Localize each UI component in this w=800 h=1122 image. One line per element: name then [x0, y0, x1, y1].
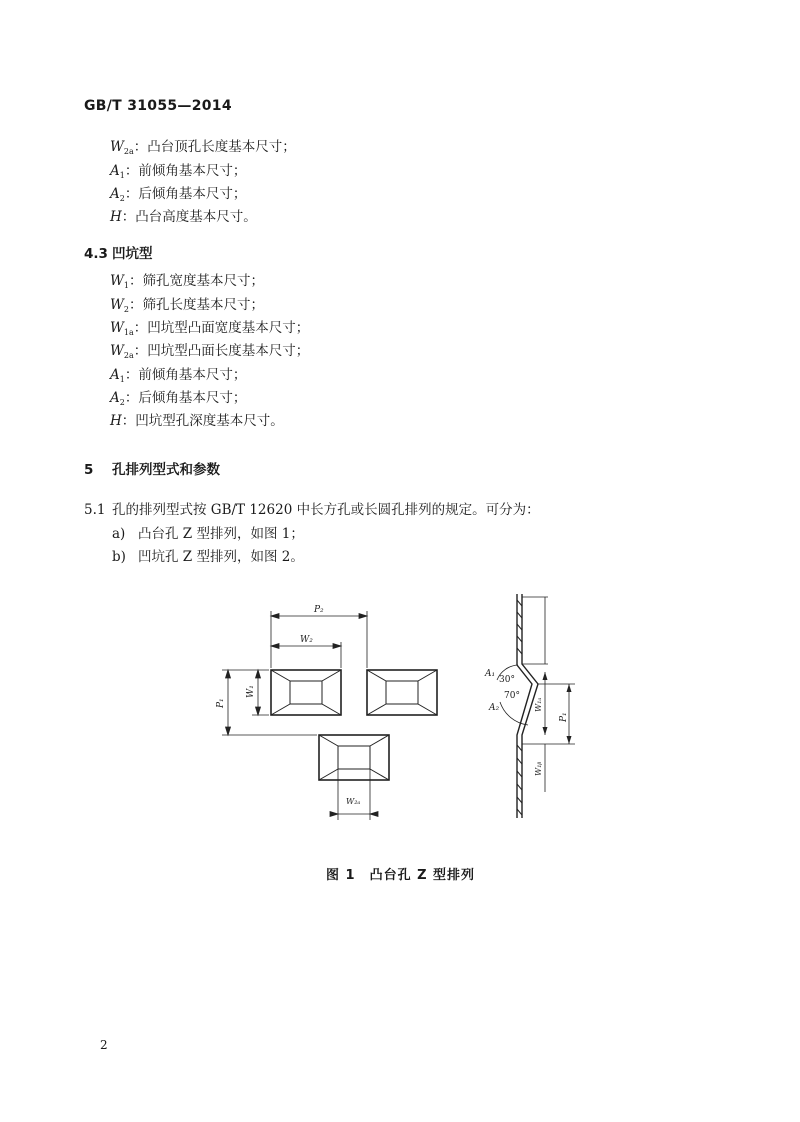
symbol-subscript: 2a	[123, 147, 134, 156]
p2-dimension	[271, 611, 367, 668]
page-number: 2	[100, 1038, 108, 1052]
label-w2: W₂	[300, 635, 313, 645]
label-w1b: W₁ᵦ	[534, 761, 543, 776]
symbol: H	[110, 413, 122, 429]
p1-dimension	[222, 670, 317, 735]
symbol: W	[110, 320, 124, 336]
definition-text: ：后倾角基本尺寸；	[124, 390, 247, 406]
definition-text: ：后倾角基本尺寸；	[124, 186, 247, 202]
definition-text: ：前倾角基本尺寸；	[124, 367, 247, 383]
label-p2: P₂	[314, 605, 324, 615]
boss-hole-top-left	[271, 670, 341, 715]
symbol: W	[110, 273, 124, 289]
symbol-subscript: 1	[119, 171, 125, 180]
definition-text: ：筛孔长度基本尺寸；	[128, 297, 264, 313]
figure-caption: 图 1 凸台孔 Z 型排列	[326, 868, 476, 883]
symbol: H	[110, 209, 122, 225]
section-number: 4.3	[84, 246, 108, 262]
section-title: 凹坑型	[112, 246, 153, 262]
section-number: 5.1	[84, 502, 106, 518]
section-number: 5	[84, 462, 94, 478]
definition-text: ：筛孔宽度基本尺寸；	[128, 273, 264, 289]
symbol-subscript: 2	[123, 305, 129, 314]
boss-hole-bottom	[319, 735, 389, 780]
definition-text: ：凸台顶孔长度基本尺寸；	[133, 139, 296, 155]
symbol: W	[110, 139, 124, 155]
definition-text: ：凹坑型凸面宽度基本尺寸；	[133, 320, 310, 336]
label-angle-30: 30°	[499, 675, 515, 685]
standard-number-header: GB/T 31055—2014	[84, 98, 232, 114]
w2a-dimension	[330, 769, 378, 820]
definition-text: ：凸台高度基本尺寸。	[121, 209, 257, 225]
symbol: W	[110, 297, 124, 313]
symbol-subscript: 2	[119, 398, 125, 407]
label-w1a: W₁ₐ	[534, 697, 543, 712]
list-marker: a)	[112, 526, 126, 542]
list-item-text: 凸台孔 Z 型排列，如图 1；	[138, 526, 304, 542]
symbol-subscript: 2a	[123, 351, 134, 360]
label-w2a: W₂ₐ	[346, 797, 361, 806]
w2-dimension	[271, 642, 341, 668]
symbol-subscript: 1	[119, 375, 125, 384]
paragraph-text: 孔的排列型式按 GB/T 12620 中长方孔或长圆孔排列的规定。可分为：	[112, 502, 540, 518]
symbol: A	[110, 186, 120, 202]
list-marker: b)	[112, 549, 126, 565]
definition-text: ：凹坑型孔深度基本尺寸。	[121, 413, 284, 429]
symbol: A	[110, 390, 120, 406]
symbol-subscript: 2	[119, 194, 125, 203]
section-title: 孔排列型式和参数	[112, 462, 220, 478]
definition-text: ：前倾角基本尺寸；	[124, 163, 247, 179]
boss-hole-top-right	[367, 670, 437, 715]
label-w1: W₁	[246, 685, 256, 698]
label-p1-right: P₁	[559, 712, 569, 722]
symbol-subscript: 1a	[123, 328, 134, 337]
label-angle-70: 70°	[504, 691, 520, 701]
label-p1: P₁	[216, 698, 226, 708]
symbol: A	[110, 163, 120, 179]
label-a1: A₁	[485, 669, 496, 679]
symbol: W	[110, 343, 124, 359]
symbol-subscript: 1	[123, 281, 129, 290]
definition-text: ：凹坑型凸面长度基本尺寸；	[133, 343, 310, 359]
label-a2: A₂	[489, 703, 500, 713]
list-item-text: 凹坑孔 Z 型排列，如图 2。	[138, 549, 304, 565]
symbol: A	[110, 367, 120, 383]
